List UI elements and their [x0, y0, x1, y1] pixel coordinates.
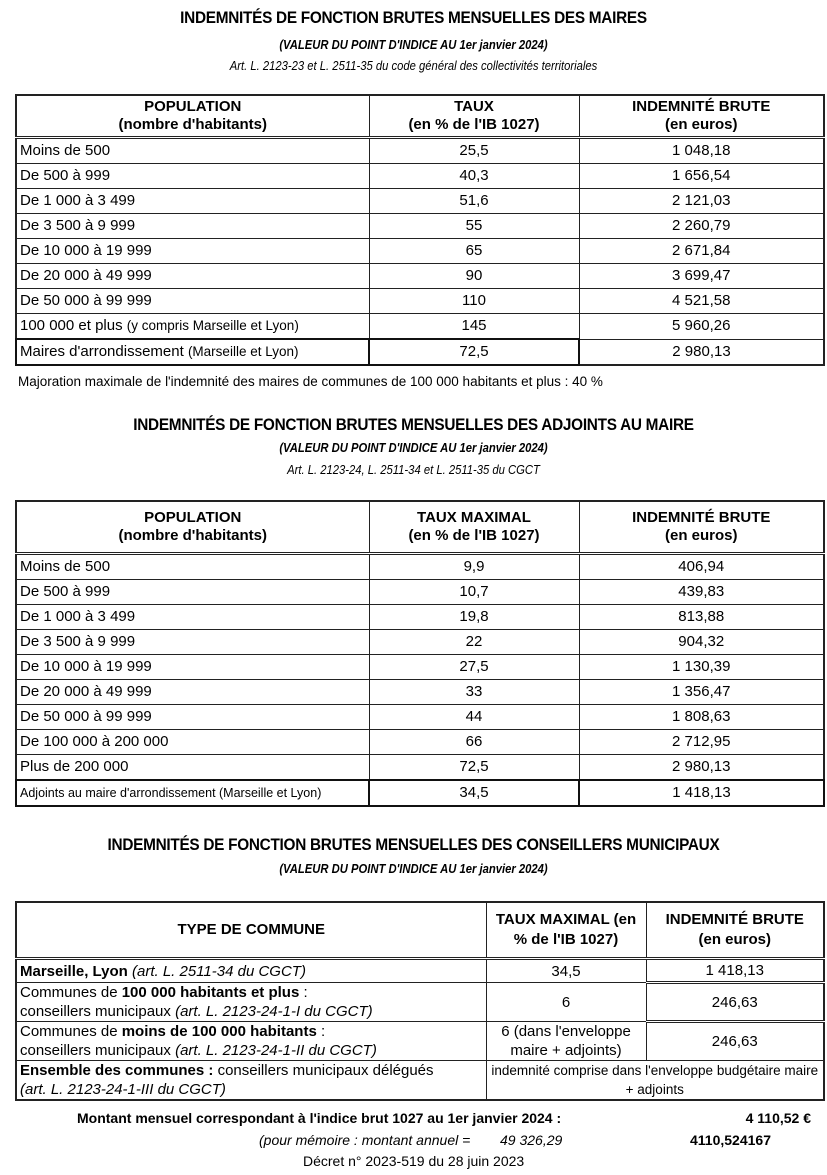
population-cell: De 3 500 à 9 999	[16, 214, 369, 239]
taux-cell: 25,5	[369, 138, 579, 164]
indemnite-cell: 1 808,63	[579, 705, 824, 730]
conseillers-subtitle: (VALEUR DU POINT D'INDICE AU 1er janvier 2024)	[279, 862, 548, 876]
table-row	[16, 164, 824, 189]
indemnite-cell: 2 260,79	[579, 214, 824, 239]
table-row	[16, 264, 824, 289]
table-row	[16, 1022, 824, 1061]
population-cell: Maires d'arrondissement (Marseille et Lyon)	[16, 339, 369, 365]
montant-exact-value: 4110,524167	[690, 1132, 771, 1148]
conseillers-title: INDEMNITÉS DE FONCTION BRUTES MENSUELLES DES CONSEILLERS MUNICIPAUX	[107, 836, 720, 854]
indemnite-cell: 1 130,39	[579, 655, 824, 680]
population-cell: De 3 500 à 9 999	[16, 630, 369, 655]
population-cell: De 20 000 à 49 999	[16, 680, 369, 705]
table-row	[16, 655, 824, 680]
indemnite-cell: 4 521,58	[579, 289, 824, 314]
decret-reference: Décret n° 2023-519 du 28 juin 2023	[303, 1153, 525, 1169]
adjoints-article: Art. L. 2123-24, L. 2511-34 et L. 2511-35 du CGCT	[287, 463, 540, 477]
table-row	[16, 189, 824, 214]
population-cell: De 500 à 999	[16, 164, 369, 189]
population-cell: De 10 000 à 19 999	[16, 239, 369, 264]
taux-cell: 34,5	[486, 959, 646, 983]
table-row	[16, 138, 824, 164]
taux-cell: 72,5	[369, 339, 579, 365]
population-cell: De 50 000 à 99 999	[16, 705, 369, 730]
header-indemnite: INDEMNITÉ BRUTE (en euros)	[579, 95, 824, 138]
taux-cell: 6	[486, 983, 646, 1022]
population-cell: Adjoints au maire d'arrondissement (Marseille et Lyon)	[16, 780, 369, 806]
taux-cell: 90	[369, 264, 579, 289]
indemnite-cell: 1 656,54	[579, 164, 824, 189]
population-cell: De 500 à 999	[16, 580, 369, 605]
table-header-row	[16, 902, 824, 959]
table-row	[16, 339, 824, 365]
indemnite-cell: 439,83	[579, 580, 824, 605]
population-cell: De 100 000 à 200 000	[16, 730, 369, 755]
taux-cell: 145	[369, 314, 579, 340]
table-row	[16, 580, 824, 605]
population-cell: De 1 000 à 3 499	[16, 189, 369, 214]
taux-cell: 110	[369, 289, 579, 314]
indemnite-cell: 2 671,84	[579, 239, 824, 264]
table-row	[16, 780, 824, 806]
population-cell: Moins de 500	[16, 138, 369, 164]
indemnite-cell: 2 980,13	[579, 339, 824, 365]
table-row	[16, 1061, 824, 1101]
maires-article: Art. L. 2123-23 et L. 2511-35 du code général des collectivités territoriales	[229, 59, 598, 73]
indemnite-cell: 1 418,13	[646, 959, 824, 983]
indemnite-cell: 246,63	[646, 1022, 824, 1061]
taux-cell: 9,9	[369, 554, 579, 580]
indemnite-cell: 1 418,13	[579, 780, 824, 806]
maires-title: INDEMNITÉS DE FONCTION BRUTES MENSUELLES DES MAIRES	[180, 9, 647, 27]
taux-cell: 27,5	[369, 655, 579, 680]
header-taux: TAUX MAXIMAL (en % de l'IB 1027)	[369, 501, 579, 554]
population-cell: De 10 000 à 19 999	[16, 655, 369, 680]
type-commune-cell: Marseille, Lyon (art. L. 2511-34 du CGCT)	[16, 959, 486, 983]
indemnite-cell: 904,32	[579, 630, 824, 655]
table-header-row	[16, 501, 824, 554]
montant-mensuel-label: Montant mensuel correspondant à l'indice brut 1027 au 1er janvier 2024 :	[77, 1110, 562, 1126]
taux-cell: 55	[369, 214, 579, 239]
maires-majoration-note: Majoration maximale de l'indemnité des maires de communes de 100 000 habitants et plus : 40 %	[18, 374, 603, 389]
adjoints-subtitle: (VALEUR DU POINT D'INDICE AU 1er janvier 2024)	[279, 441, 548, 455]
indemnite-cell: 406,94	[579, 554, 824, 580]
table-row	[16, 314, 824, 340]
conseillers-table	[15, 901, 825, 1101]
table-row	[16, 680, 824, 705]
table-row	[16, 705, 824, 730]
merged-indemnite-cell: indemnité comprise dans l'enveloppe budgétaire maire + adjoints	[486, 1061, 824, 1101]
table-row	[16, 983, 824, 1022]
maires-table	[15, 94, 825, 366]
population-cell: De 50 000 à 99 999	[16, 289, 369, 314]
header-indemnite: INDEMNITÉ BRUTE (en euros)	[579, 501, 824, 554]
taux-cell: 6 (dans l'enveloppe maire + adjoints)	[486, 1022, 646, 1061]
indemnite-cell: 2 712,95	[579, 730, 824, 755]
header-type-commune: TYPE DE COMMUNE	[16, 902, 486, 959]
population-cell: 100 000 et plus (y compris Marseille et Lyon)	[16, 314, 369, 340]
header-population: POPULATION (nombre d'habitants)	[16, 501, 369, 554]
population-cell: Moins de 500	[16, 554, 369, 580]
header-taux: TAUX MAXIMAL (en % de l'IB 1027)	[486, 902, 646, 959]
taux-cell: 66	[369, 730, 579, 755]
table-row	[16, 959, 824, 983]
indemnite-cell: 1 048,18	[579, 138, 824, 164]
indemnite-cell: 3 699,47	[579, 264, 824, 289]
indemnite-cell: 1 356,47	[579, 680, 824, 705]
population-cell: De 20 000 à 49 999	[16, 264, 369, 289]
taux-cell: 40,3	[369, 164, 579, 189]
adjoints-title: INDEMNITÉS DE FONCTION BRUTES MENSUELLES DES ADJOINTS AU MAIRE	[133, 416, 694, 434]
table-row	[16, 554, 824, 580]
taux-cell: 51,6	[369, 189, 579, 214]
type-commune-cell: Ensemble des communes : conseillers municipaux délégués (art. L. 2123-24-1-III du CGCT)	[16, 1061, 486, 1101]
header-taux: TAUX (en % de l'IB 1027)	[369, 95, 579, 138]
table-row	[16, 239, 824, 264]
taux-cell: 22	[369, 630, 579, 655]
taux-cell: 33	[369, 680, 579, 705]
table-row	[16, 289, 824, 314]
table-row	[16, 214, 824, 239]
header-population: POPULATION (nombre d'habitants)	[16, 95, 369, 138]
type-commune-cell: Communes de 100 000 habitants et plus : conseillers municipaux (art. L. 2123-24-1-I du CGCT)	[16, 983, 486, 1022]
taux-cell: 65	[369, 239, 579, 264]
table-row	[16, 755, 824, 781]
indemnite-cell: 813,88	[579, 605, 824, 630]
indemnite-cell: 5 960,26	[579, 314, 824, 340]
taux-cell: 19,8	[369, 605, 579, 630]
montant-annuel-value: 49 326,29	[500, 1132, 563, 1148]
table-row	[16, 730, 824, 755]
type-commune-cell: Communes de moins de 100 000 habitants : conseillers municipaux (art. L. 2123-24-1-II du CGCT)	[16, 1022, 486, 1061]
indemnite-cell: 2 980,13	[579, 755, 824, 781]
indemnite-cell: 246,63	[646, 983, 824, 1022]
table-header-row	[16, 95, 824, 138]
indemnite-cell: 2 121,03	[579, 189, 824, 214]
adjoints-table	[15, 500, 825, 807]
population-cell: De 1 000 à 3 499	[16, 605, 369, 630]
montant-mensuel-value: 4 110,52 €	[745, 1110, 811, 1126]
taux-cell: 34,5	[369, 780, 579, 806]
population-cell: Plus de 200 000	[16, 755, 369, 781]
header-indemnite: INDEMNITÉ BRUTE (en euros)	[646, 902, 824, 959]
maires-subtitle: (VALEUR DU POINT D'INDICE AU 1er janvier 2024)	[279, 38, 548, 52]
montant-annuel-label: (pour mémoire : montant annuel =	[259, 1132, 471, 1148]
table-row	[16, 605, 824, 630]
taux-cell: 44	[369, 705, 579, 730]
taux-cell: 72,5	[369, 755, 579, 781]
table-row	[16, 630, 824, 655]
taux-cell: 10,7	[369, 580, 579, 605]
